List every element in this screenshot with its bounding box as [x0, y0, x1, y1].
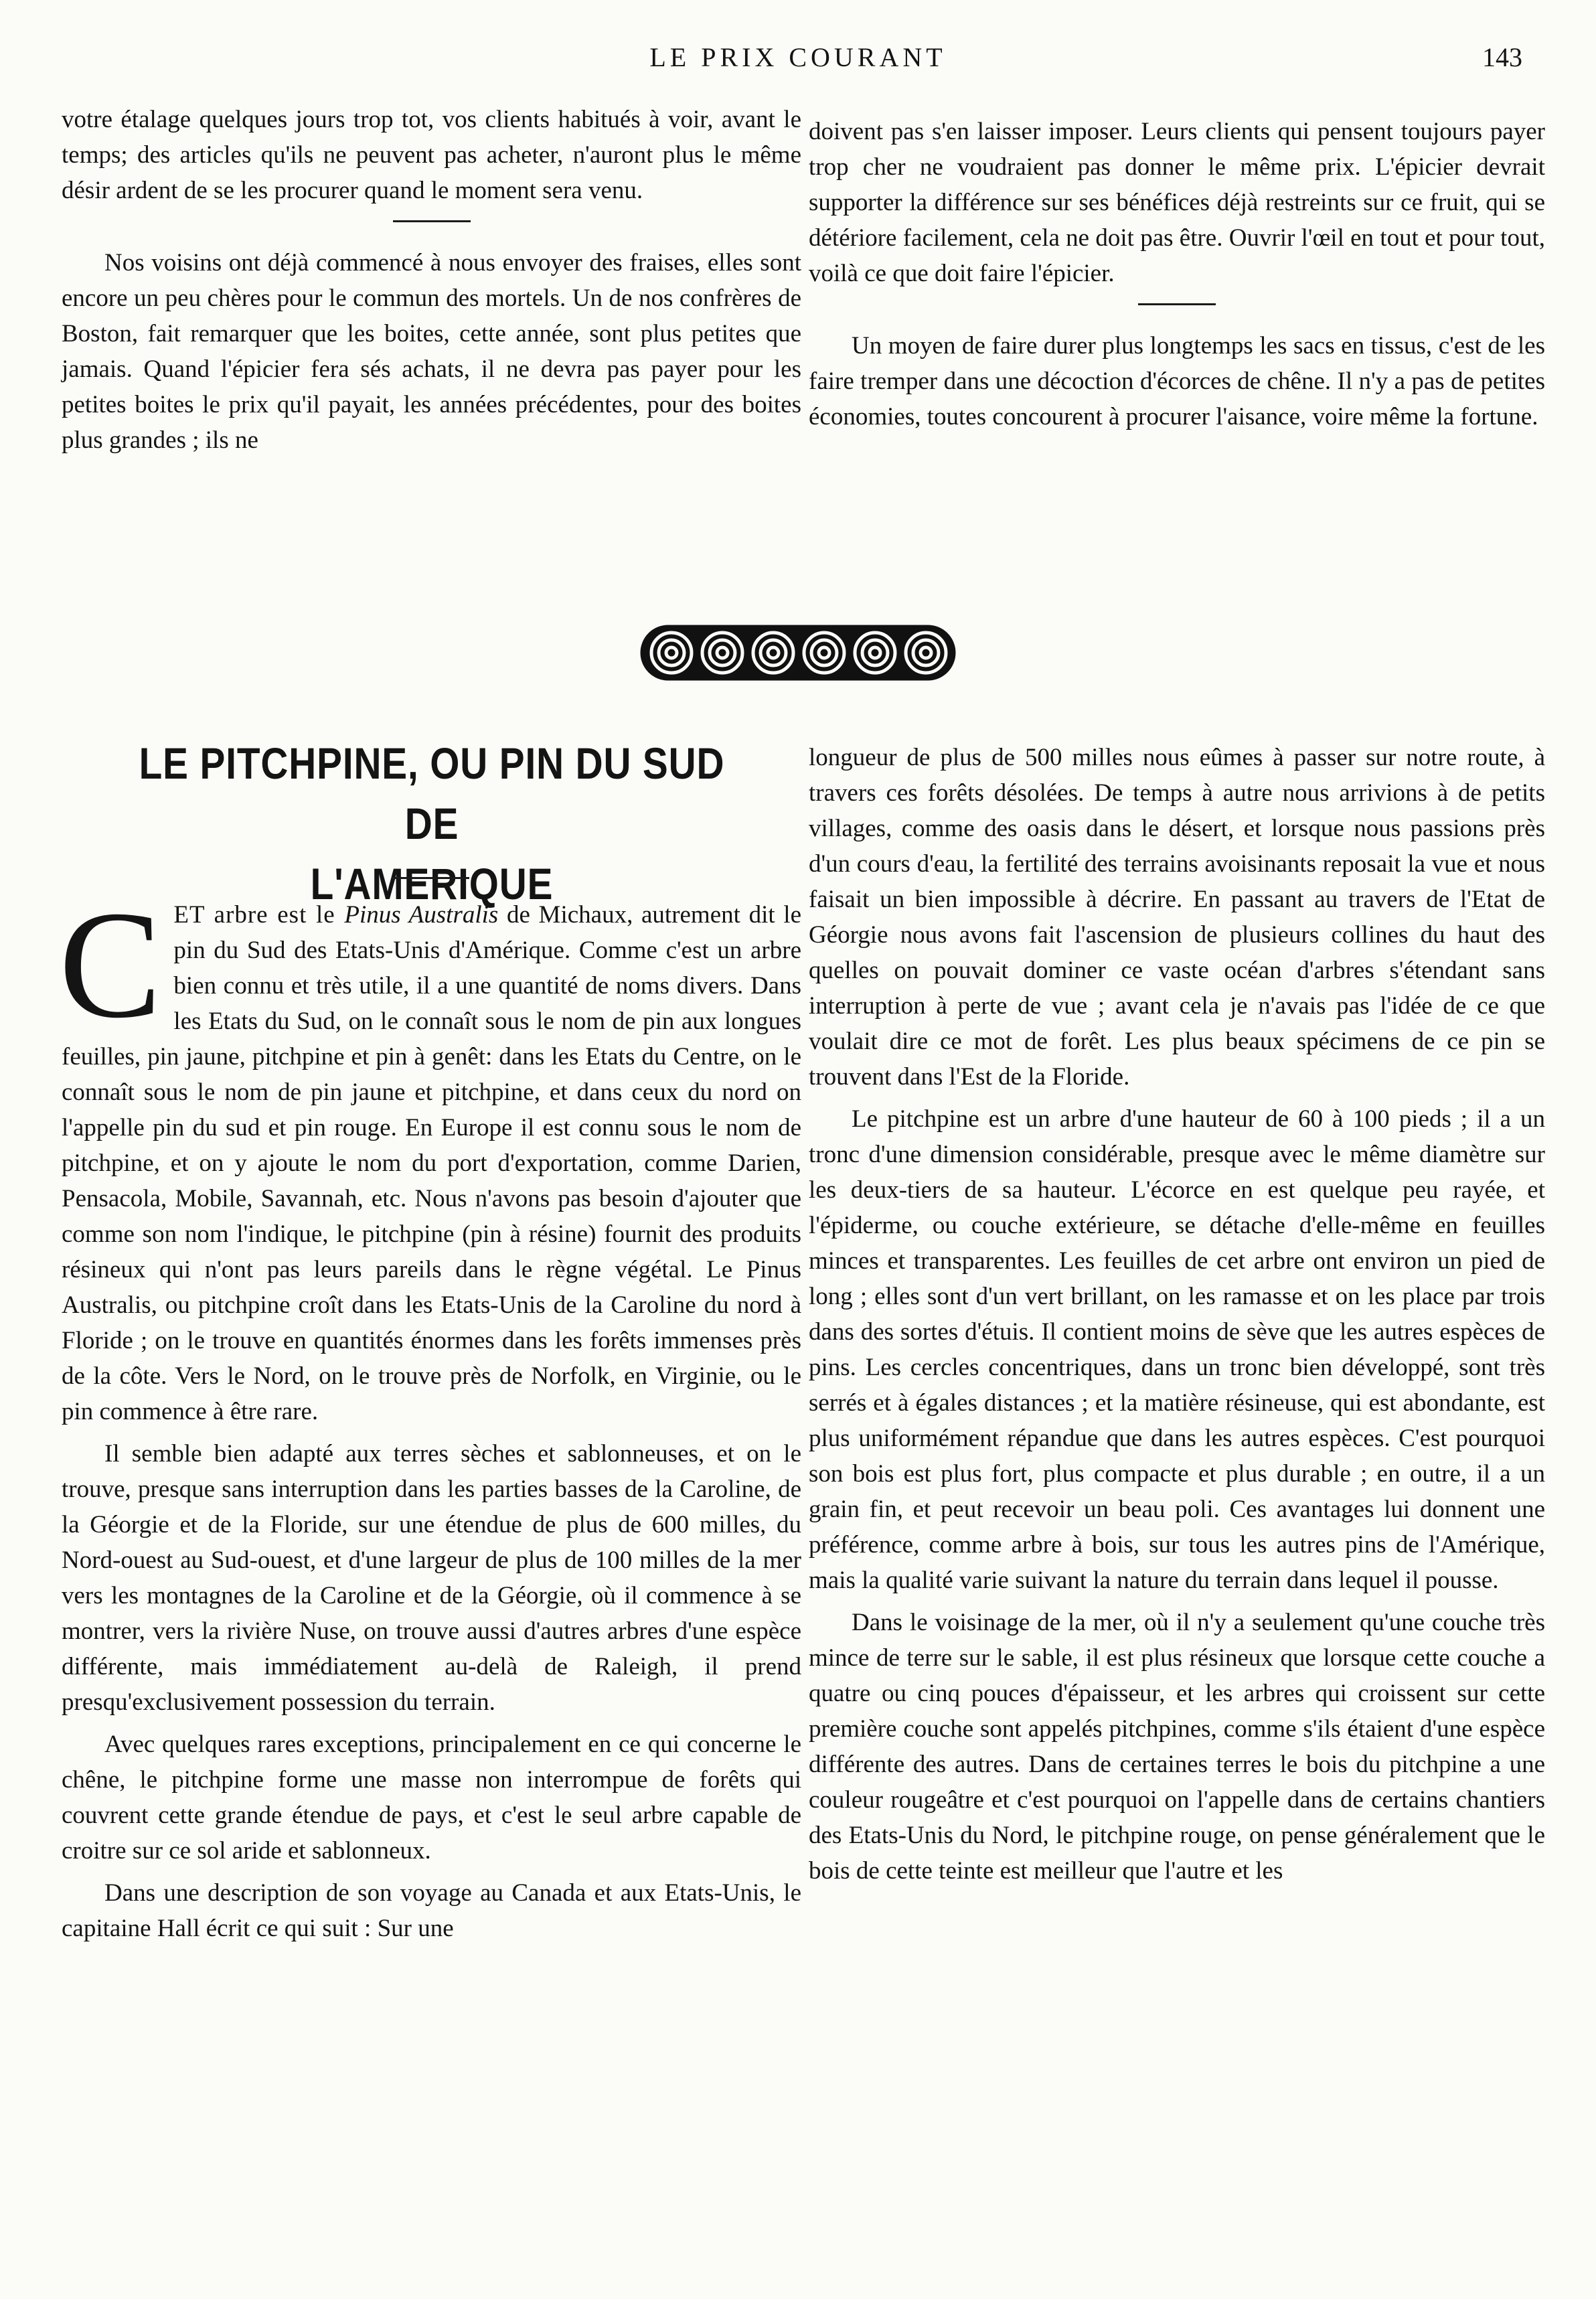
article-right-column	[809, 740, 1545, 1895]
paragraph: Il semble bien adapté aux terres sèches et sablonneuses, et on le trouve, presque sans interruption dans les parties basses de la Caroline, de la Géorgie et de la Floride, sur une étendue de plus de 600 milles, du Nord-ouest au Sud-ouest, et d'une largeur de plus de 100 milles de la mer vers les montagnes de la Caroline et de la Géorgie, où il commence à se montrer, vers la rivière Nuse, on trouve aussi d'autres arbres d'une espèce différente, mais immédiatement au-delà de Raleigh, il prend presqu'exclusivement possession du terrain.	[62, 1440, 801, 1716]
paragraph: votre étalage quelques jours trop tot, vos clients habitués à voir, avant le temps; des articles qu'ils ne peuvent pas acheter, n'auront plus le même désir ardent de se les procurer quand le moment sera venu.	[62, 106, 801, 204]
page-header	[0, 42, 1596, 82]
running-title: LE PRIX COURANT	[649, 42, 947, 72]
article-title-line: L'AMERIQUE	[310, 859, 554, 908]
species-name: Pinus Australis	[344, 901, 499, 929]
paragraph: longueur de plus de 500 milles nous eûmes à passer sur notre route, à travers ces forêts désolées. De temps à autre nous arrivions à de petits villages, comme des oasis dans le désert, et lorsque nous passions près d'un cours d'eau, la fertilité des terrains avoisinants reposait la vue et nous faisait un bien impossible à décrire. En passant au travers de l'Etat de Géorgie nous avons fait l'ascension de plusieurs collines du haut des quelles on pouvait dominer ce vaste océan d'arbres s'étendant sans interruption à perte de vue ; avant cela je n'avais pas l'idée de ce que voulait dire ce mot de forêt. Les plus beaux spécimens de ce pin se trouvent dans l'Est de la Floride.	[809, 744, 1545, 1091]
paragraph: Dans le voisinage de la mer, où il n'y a seulement qu'une couche très mince de terre sur le sable, il est plus résineux que lorsque cette couche a quatre ou cinq pouces d'épaisseur, et les arbres qui croissent sur cette première couche sont appelés pitchpines, comme s'ils étaient d'une espèce différente des autres. Dans de certaines terres le bois du pitchpine a une couleur rougeâtre et c'est pourquoi on l'appelle dans de certains chantiers des Etats-Unis du Nord, le pitchpine rouge, on pense généralement que le bois de cette teinte est meilleur que l'autre et les	[809, 1609, 1545, 1885]
paragraph: Dans une description de son voyage au Canada et aux Etats-Unis, le capitaine Hall écrit ce qui suit : Sur une	[62, 1879, 801, 1942]
article-title	[112, 733, 752, 914]
top-right-column	[809, 114, 1545, 441]
drop-cap: C	[59, 879, 162, 1050]
article-title-line: LE PITCHPINE, OU PIN DU SUD DE	[139, 738, 725, 848]
paragraph: Avec quelques rares exceptions, principalement en ce qui concerne le chêne, le pitchpine forme une masse non interrompue de forêts qui couvrent cette grande étendue de pays, et c'est le seul arbre capable de croitre sur ce sol aride et sablonneux.	[62, 1731, 801, 1865]
section-divider	[393, 220, 471, 222]
section-divider	[1138, 303, 1216, 305]
paragraph: Le pitchpine est un arbre d'une hauteur de 60 à 100 pieds ; il a un tronc d'une dimension considérable, presque avec le même diamètre sur les deux-tiers de sa hauteur. L'écorce en est quelque peu rayée, et l'épiderme, ou couche extérieure, se détache d'elle-même en feuilles minces et transparentes. Les feuilles de cet arbre ont environ un pied de long ; elles sont d'un vert brillant, on les ramasse et on les place par trois dans des sortes d'étuis. Il contient moins de sève que les autres espèces de pins. Les cercles concentriques, dans un tronc bien développé, sont très serrés et à égales distances ; et la matière résineuse, qui est abondante, est plus uniformément répandue que dans les autres espèces. C'est pourquoi son bois est plus fort, plus compacte et plus durable ; en outre, il a un grain fin, et peut recevoir un beau poli. Ces avantages lui donnent une préférence, comme arbre à bois, sur tous les autres pins de l'Amérique, mais la qualité varie suivant la nature du terrain dans lequel il pousse.	[809, 1105, 1545, 1594]
opening-words: ET arbre est le	[173, 901, 345, 929]
title-divider	[392, 877, 469, 879]
spiral-ornament-icon	[639, 616, 957, 690]
paragraph: Un moyen de faire durer plus longtemps les sacs en tissus, c'est de les faire tremper dans une décoction d'écorces de chêne. Il n'y a pas de petites économies, toutes concourent à procurer l'aisance, voire même la fortune.	[809, 332, 1545, 430]
page-number: 143	[1482, 42, 1522, 72]
top-left-column	[62, 102, 801, 465]
paragraph: doivent pas s'en laisser imposer. Leurs clients qui pensent toujours payer trop cher ne voudraient pas donner le même prix. L'épicier devrait supporter la différence sur ses bénéfices déjà restreints sur ce fruit, qui se détériore facilement, cela ne doit pas être. Ouvrir l'œil en tout et pour tout, voilà ce que doit faire l'épicier.	[809, 118, 1545, 287]
paragraph: Nos voisins ont déjà commencé à nous envoyer des fraises, elles sont encore un peu chères pour le commun des mortels. Un de nos confrères de Boston, fait remarquer que les boites, cette année, sont plus petites que jamais. Quand l'épicier fera sés achats, il ne devra pas payer pour les petites boites le prix qu'il payait, les années précédentes, pour des boites plus grandes ; ils ne	[62, 249, 801, 454]
paragraph-text: de Michaux, autrement dit le pin du Sud des Etats-Unis d'Amérique. Comme c'est un arbre bien connu et très utile, il a une quantité de noms divers. Dans les Etats du Sud, on le connaît sous le nom de pin aux longues feuilles, pin jaune, pitchpine et pin à genêt: dans les Etats du Centre, on le connaît sous le nom de pin jaune et pitchpine, et dans ceux du nord on l'appelle pin du sud et pin rouge. En Europe il est connu sous le nom de pitchpine, et on y ajoute le nom du port d'exportation, comme Darien, Pensacola, Mobile, Savannah, etc. Nous n'avons pas besoin d'ajouter que comme son nom l'indique, le pitchpine (pin à résine) fournit des produits résineux qui n'ont pas leurs pareils dans le règne végétal. Le Pinus Australis, ou pitchpine croît dans les Etats-Unis de la Caroline du nord à Floride ; on le trouve en quantités énormes dans les forêts immenses près de la côte. Vers le Nord, on le trouve près de Norfolk, en Virginie, ou le pin commence à être rare.	[62, 901, 802, 1425]
